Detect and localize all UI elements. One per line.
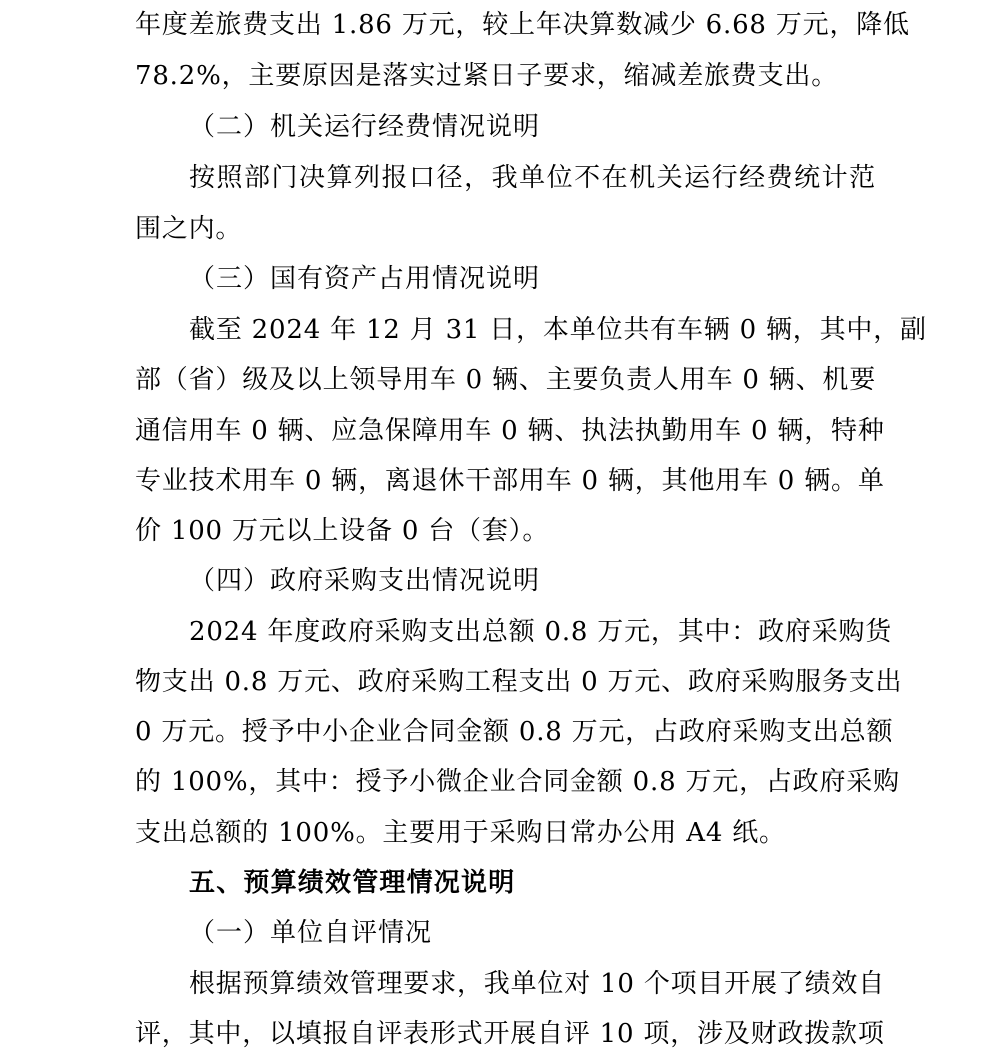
section-heading: （四）政府采购支出情况说明 — [189, 566, 541, 596]
chapter-heading: 五、预算绩效管理情况说明 — [189, 868, 516, 898]
paragraph-line: 年度差旅费支出 1.86 万元，较上年决算数减少 6.68 万元，降低 — [135, 10, 910, 40]
section-heading: （一）单位自评情况 — [189, 918, 433, 948]
paragraph-line: 价 100 万元以上设备 0 台（套）。 — [135, 516, 550, 546]
paragraph-line: 评，其中，以填报自评表形式开展自评 10 项，涉及财政拨款项 — [135, 1019, 885, 1049]
paragraph-line: 物支出 0.8 万元、政府采购工程支出 0 万元、政府采购服务支出 — [135, 667, 903, 697]
paragraph-line: 专业技术用车 0 辆，离退休干部用车 0 辆，其他用车 0 辆。单 — [135, 466, 885, 496]
section-heading: （二）机关运行经费情况说明 — [189, 112, 541, 142]
paragraph-line: 0 万元。授予中小企业合同金额 0.8 万元，占政府采购支出总额 — [135, 717, 894, 747]
paragraph-line: 按照部门决算列报口径，我单位不在机关运行经费统计范 — [189, 163, 876, 193]
section-heading: （三）国有资产占用情况说明 — [189, 264, 541, 294]
paragraph-line: 78.2%，主要原因是落实过紧日子要求，缩减差旅费支出。 — [135, 61, 838, 91]
paragraph-line: 支出总额的 100%。主要用于采购日常办公用 A4 纸。 — [135, 818, 786, 848]
paragraph-line: 围之内。 — [135, 214, 243, 244]
paragraph-line: 截至 2024 年 12 月 31 日，本单位共有车辆 0 辆，其中，副 — [189, 315, 927, 345]
paragraph-line: 通信用车 0 辆、应急保障用车 0 辆、执法执勤用车 0 辆，特种 — [135, 416, 885, 446]
paragraph-line: 2024 年度政府采购支出总额 0.8 万元，其中：政府采购货 — [189, 617, 893, 647]
paragraph-line: 根据预算绩效管理要求，我单位对 10 个项目开展了绩效自 — [189, 969, 886, 999]
paragraph-line: 部（省）级及以上领导用车 0 辆、主要负责人用车 0 辆、机要 — [135, 365, 876, 395]
paragraph-line: 的 100%，其中：授予小微企业合同金额 0.8 万元，占政府采购 — [135, 767, 900, 797]
